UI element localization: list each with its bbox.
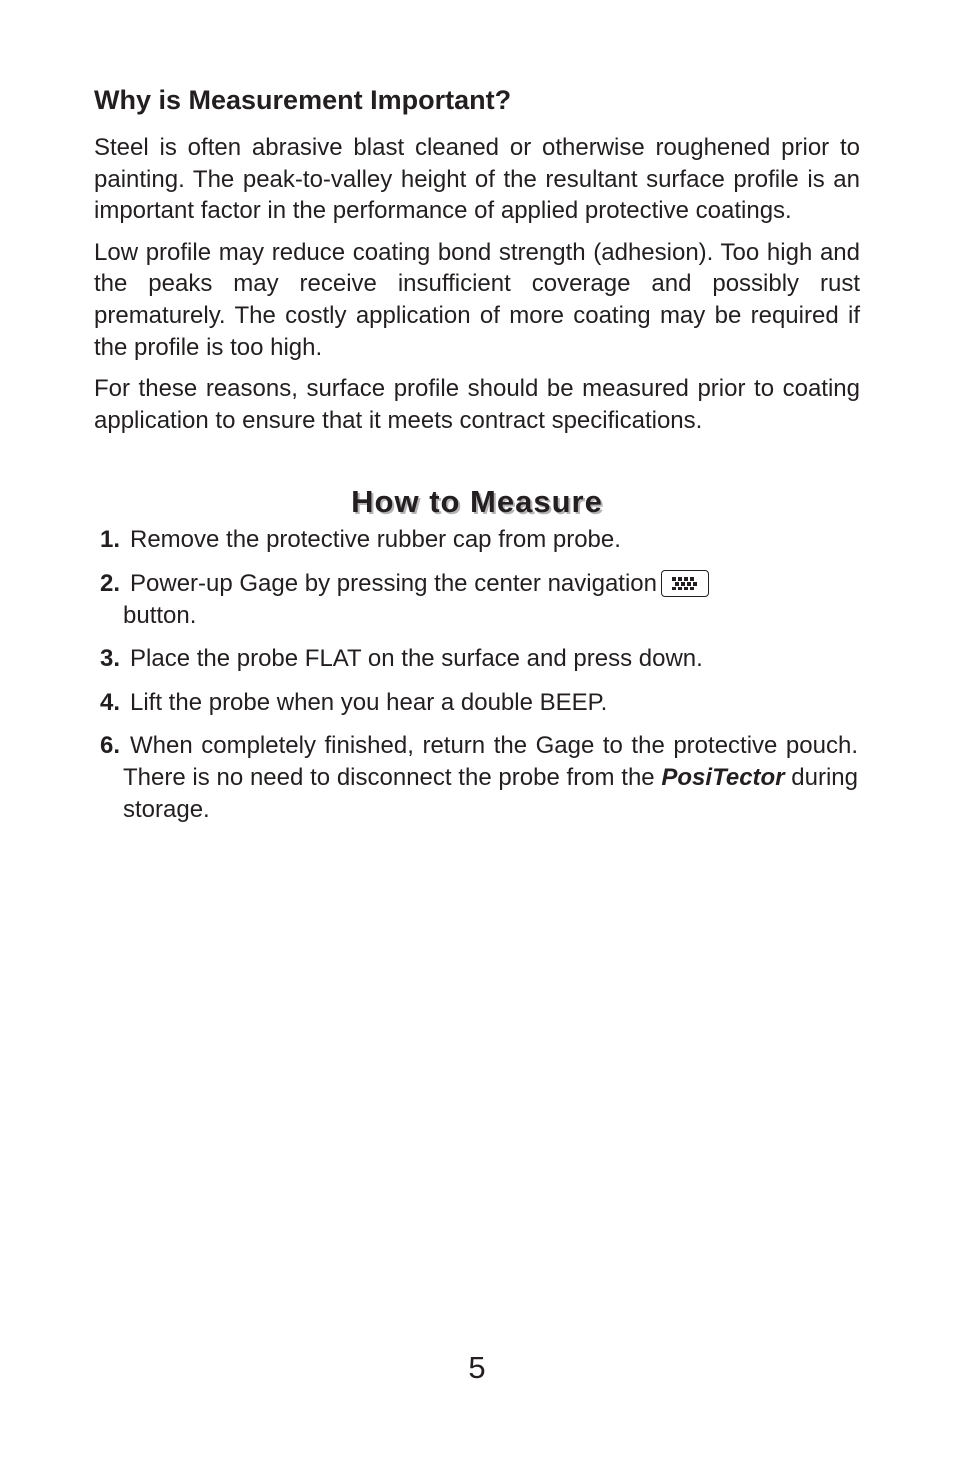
- step-text: Remove the protective rubber cap from probe.: [130, 526, 621, 554]
- center-navigation-button-icon: [661, 570, 709, 597]
- page-number: 5: [468, 1350, 486, 1385]
- list-item: [94, 687, 858, 719]
- step-text: When completely finished, return the Gage to the protective pouch. There is no need to disconnect the probe from the: [123, 732, 858, 791]
- list-item: [94, 524, 858, 556]
- step-text: Lift the probe when you hear a double BEEP.: [130, 688, 608, 716]
- step-number: 3.: [100, 645, 121, 673]
- list-item: [94, 568, 858, 631]
- paragraph: For these reasons, surface profile should be measured prior to coating application to ensure that it meets contract specifications.: [94, 375, 860, 434]
- section-heading: How to Measure: [351, 484, 603, 520]
- why-measurement-section: [94, 80, 860, 436]
- paragraph: Steel is often abrasive blast cleaned or otherwise roughened prior to painting. The peak-to-valley height of the resultant surface profile is an important factor in the performance of applied protective coatings.: [94, 134, 860, 225]
- step-number: 6.: [100, 732, 121, 760]
- list-item: [94, 730, 858, 825]
- step-text: Power-up Gage by pressing the center navigation: [130, 569, 657, 597]
- step-number: 4.: [100, 688, 121, 716]
- steps-list: [94, 524, 860, 825]
- step-number: 2.: [100, 569, 121, 597]
- list-item: [94, 643, 858, 675]
- brand-name: PosiTector: [661, 763, 785, 791]
- how-to-measure-section: [94, 480, 860, 825]
- page-content: [94, 80, 860, 837]
- step-number: 1.: [100, 526, 121, 554]
- step-text: Place the probe FLAT on the surface and press down.: [130, 645, 703, 673]
- section-heading: Why is Measurement Important?: [94, 85, 512, 115]
- paragraph: Low profile may reduce coating bond strength (adhesion). Too high and the peaks may receive insufficient coverage and possibly rust prematurely. The costly application of more coating may be required if the profile is too high.: [94, 238, 860, 361]
- step-text-continued: button.: [123, 601, 197, 629]
- step-text-continued: during storage.: [123, 763, 858, 823]
